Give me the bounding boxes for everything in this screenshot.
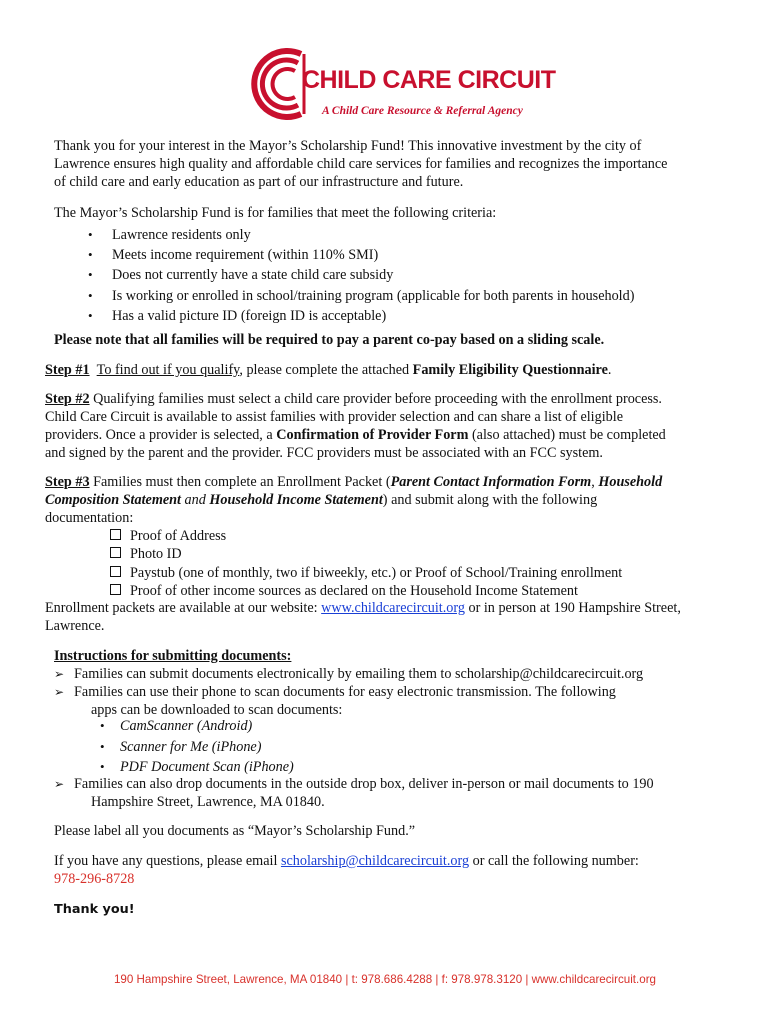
step3-text: Families must then complete an Enrollment Packet ( xyxy=(89,474,391,490)
criteria-item: • Is working or enrolled in school/training program (applicable for both parents in household) xyxy=(88,286,634,306)
step1-end: . xyxy=(607,362,612,378)
criteria-item: • Has a valid picture ID (foreign ID is acceptable) xyxy=(88,306,634,326)
step2-text: Qualifying families must select a child care provider before proceeding with the enrollment process. xyxy=(89,391,662,407)
step3-line-1 xyxy=(45,473,662,491)
checklist-item: Proof of other income sources as declared on the Household Income Statement xyxy=(108,582,622,600)
checklist-item: Paystub (one of monthly, two if biweekly, etc.) or Proof of School/Training enrollment xyxy=(108,564,622,582)
label-note: Please label all you documents as “Mayor’s Scholarship Fund.” xyxy=(54,823,416,839)
instruction-item-2-cont: apps can be downloaded to scan documents: xyxy=(91,702,343,718)
app-item: • Scanner for Me (iPhone) xyxy=(100,737,294,758)
copay-note: Please note that all families will be required to pay a parent co-pay based on a sliding scale. xyxy=(54,332,605,348)
email-link[interactable]: scholarship@childcarecircuit.org xyxy=(280,853,470,869)
logo-name: CHILD CARE CIRCUIT xyxy=(302,66,556,94)
criteria-list xyxy=(88,225,634,326)
intro-line-2: Lawrence ensures high quality and affordable child care services for families and recognizes the importance xyxy=(54,156,668,172)
instruction-item: ➢ Families can use their phone to scan documents for easy electronic transmission. The following xyxy=(54,683,643,701)
step3-line-2 xyxy=(45,491,597,509)
footer-contact: 190 Hampshire Street, Lawrence, MA 01840 | t: 978.686.4288 | f: 978.978.3120 | www.childcarecircuit.org xyxy=(113,973,657,986)
instruction-item: ➢ Families can submit documents electronically by emailing them to scholarship@childcarecircuit.org xyxy=(54,665,643,683)
criteria-heading: The Mayor’s Scholarship Fund is for families that meet the following criteria: xyxy=(54,205,497,221)
criteria-item: • Lawrence residents only xyxy=(88,225,634,245)
household-income-form-name: Household Income Statement xyxy=(209,492,383,508)
step2-line-2: Child Care Circuit is available to assist families with provider selection and can share a list of eligible xyxy=(45,409,623,425)
scanner-apps-list xyxy=(100,716,294,778)
documents-checklist xyxy=(108,527,622,601)
step3-line-3: documentation: xyxy=(45,510,134,526)
step3-separator: , xyxy=(591,474,599,490)
step3-line-2-b: ) and submit along with the following xyxy=(382,492,598,508)
packets-line-1 xyxy=(45,599,681,617)
checklist-item: Proof of Address xyxy=(108,527,622,545)
step3-label: Step #3 xyxy=(45,474,90,490)
instructions-list-bottom xyxy=(54,775,654,793)
step1-text: , please complete the attached xyxy=(239,362,413,378)
and-text: and xyxy=(181,492,210,508)
family-eligibility-form-name: Family Eligibility Questionnaire xyxy=(412,362,608,378)
intro-line-1: Thank you for your interest in the Mayor’s Scholarship Fund! This innovative investment by the city of xyxy=(54,138,642,154)
app-item: • PDF Document Scan (iPhone) xyxy=(100,757,294,778)
step1-qualify-text: To find out if you qualify xyxy=(96,362,240,378)
confirmation-form-name: Confirmation of Provider Form xyxy=(276,427,469,443)
criteria-item: • Does not currently have a state child care subsidy xyxy=(88,265,634,285)
phone-number[interactable]: 978-296-8728 xyxy=(54,871,135,887)
app-item: • CamScanner (Android) xyxy=(100,716,294,737)
step2-label: Step #2 xyxy=(45,391,90,407)
questions-text-b: or call the following number: xyxy=(469,853,639,869)
intro-line-3: of child care and early education as part of our infrastructure and future. xyxy=(54,174,464,190)
website-link[interactable]: www.childcarecircuit.org xyxy=(321,600,465,616)
instructions-list-top xyxy=(54,665,643,701)
household-form-name-b: Composition Statement xyxy=(45,492,181,508)
logo xyxy=(244,44,556,126)
step2-line-3 xyxy=(45,426,666,444)
checklist-item: Photo ID xyxy=(108,545,622,563)
instruction-item: ➢ Families can also drop documents in the outside drop box, deliver in-person or mail documents to 190 xyxy=(54,775,654,793)
criteria-item: • Meets income requirement (within 110% SMI) xyxy=(88,245,634,265)
step2-line-4: and signed by the parent and the provider. FCC providers must be associated with an FCC system. xyxy=(45,445,603,461)
packets-text-a: Enrollment packets are available at our website: xyxy=(45,600,322,616)
step2-line-3-b: (also attached) must be completed xyxy=(468,427,666,443)
step2-line-1 xyxy=(45,390,662,408)
packets-line-2: Lawrence. xyxy=(45,618,105,634)
household-form-name-a: Household xyxy=(598,474,663,490)
parent-contact-form-name: Parent Contact Information Form xyxy=(390,474,592,490)
thank-you: Thank you! xyxy=(54,902,135,917)
step1-label: Step #1 xyxy=(45,362,90,378)
packets-text-b: or in person at 190 Hampshire Street, xyxy=(464,600,681,616)
logo-circuit-icon xyxy=(244,44,310,126)
logo-tagline: A Child Care Resource & Referral Agency xyxy=(322,105,523,117)
step1-paragraph xyxy=(45,361,611,379)
instructions-heading: Instructions for submitting documents: xyxy=(54,648,292,664)
instruction-item-3-cont: Hampshire Street, Lawrence, MA 01840. xyxy=(91,794,325,810)
step2-line-3-a: providers. Once a provider is selected, a xyxy=(45,427,277,443)
questions-text-a: If you have any questions, please email xyxy=(54,853,281,869)
questions-line xyxy=(54,852,639,870)
